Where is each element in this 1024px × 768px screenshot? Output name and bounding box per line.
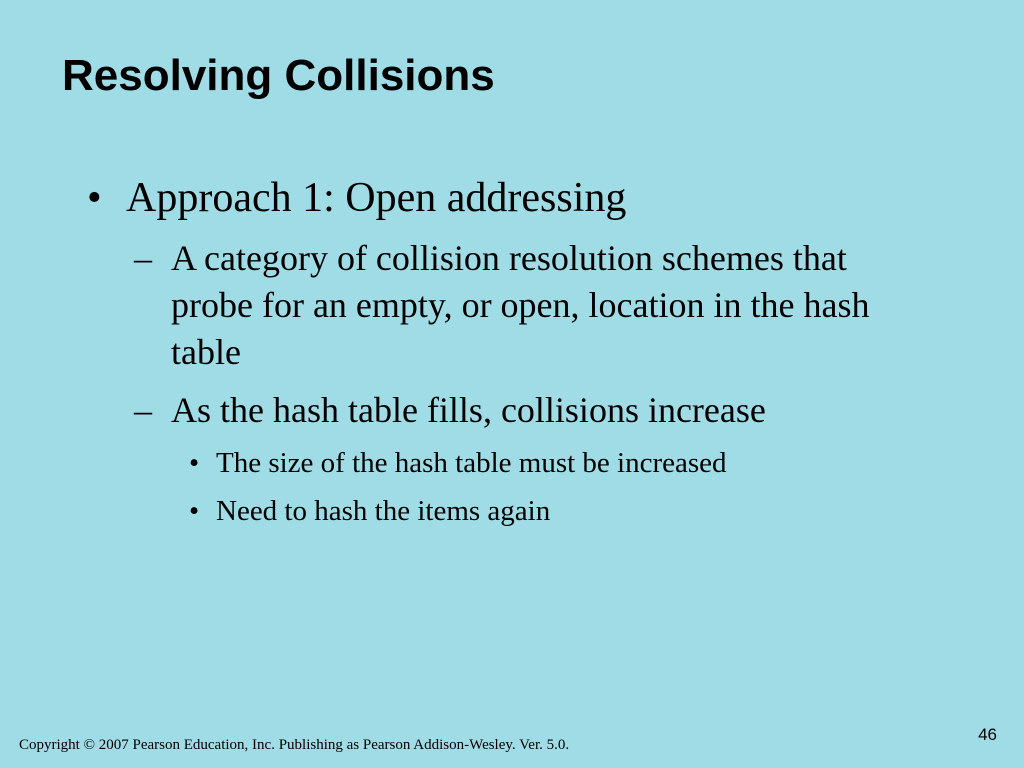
footer-copyright: Copyright © 2007 Pearson Education, Inc. Publishing as Pearson Addison-Wesley. Ver. 5.0. xyxy=(19,737,570,753)
sub-bullet-table-fills xyxy=(134,387,934,434)
sub-bullet-text: A category of collision resolution schemes that probe for an empty, or open, location in the hash table xyxy=(171,238,870,372)
bullet-marker: • xyxy=(87,175,102,221)
slide-title: Resolving Collisions xyxy=(62,51,495,100)
sub-sub-bullet-rehash xyxy=(189,492,550,530)
sub-sub-bullet-size xyxy=(189,444,727,482)
bullet-approach-1 xyxy=(87,172,626,224)
dash-marker: – xyxy=(134,238,152,278)
sub-bullet-text: As the hash table fills, collisions increase xyxy=(171,390,766,430)
bullet-marker: • xyxy=(189,447,200,479)
dash-marker: – xyxy=(134,390,152,430)
page-number: 46 xyxy=(978,725,997,744)
bullet-text: Approach 1: Open addressing xyxy=(126,175,627,221)
sub-sub-bullet-text: The size of the hash table must be increased xyxy=(216,447,727,479)
bullet-marker: • xyxy=(189,495,200,527)
sub-sub-bullet-text: Need to hash the items again xyxy=(216,495,551,527)
sub-bullet-category xyxy=(134,235,934,376)
